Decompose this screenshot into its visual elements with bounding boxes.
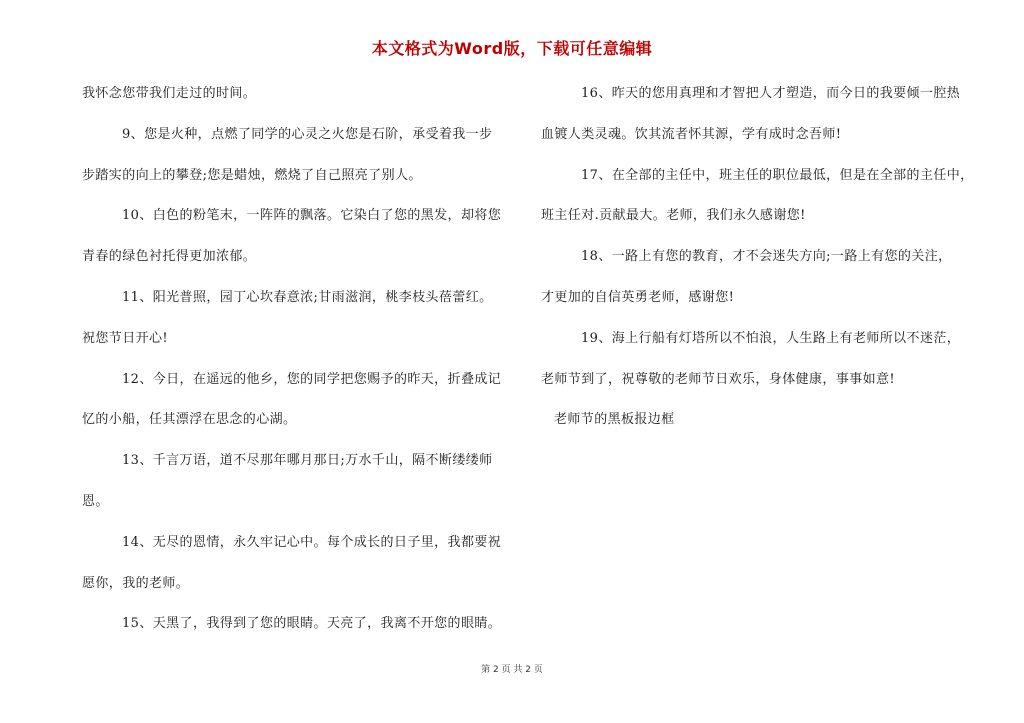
text-line: 才更加的自信英勇老师，感谢您! (541, 289, 735, 305)
text-line: 11、阳光普照，园丁心坎春意浓;甘雨滋润，桃李枝头蓓蕾红。 (122, 289, 493, 305)
text-line: 班主任对.贡献最大。老师，我们永久感谢您! (541, 208, 806, 224)
text-line: 祝您节日开心! (82, 330, 169, 346)
text-line: 青春的绿色衬托得更加浓郁。 (82, 249, 257, 265)
text-line: 19、海上行船有灯塔所以不怕浪，人生路上有老师所以不迷茫， (581, 330, 961, 346)
text-line: 步踏实的向上的攀登;您是蜡烛，燃烧了自己照亮了别人。 (82, 167, 422, 183)
text-line: 老师节到了，祝尊敬的老师节日欢乐，身体健康，事事如意! (541, 371, 896, 387)
left-column (82, 80, 514, 651)
text-line: 忆的小船，任其漂浮在思念的心湖。 (82, 412, 297, 428)
text-line: 16、昨天的您用真理和才智把人才塑造，而今日的我要倾一腔热 (581, 86, 961, 101)
page-number: 第 2 页 共 2 页 (481, 665, 543, 675)
text-line: 18、一路上有您的教育，才不会迷失方向;一路上有您的关注， (581, 249, 952, 265)
text-line: 15、天黑了，我得到了您的眼睛。天亮了，我离不开您的眼睛。 (122, 616, 502, 632)
text-line: 愿你，我的老师。 (82, 575, 190, 591)
text-line: 恩。 (82, 493, 109, 509)
text-line: 14、无尽的恩情，永久牢记心中。每个成长的日子里，我都要祝 (122, 534, 502, 550)
text-line: 13、千言万语，道不尽那年哪月那日;万水千山，隔不断缕缕师 (122, 453, 493, 469)
text-line: 17、在全部的主任中，班主任的职位最低，但是在全部的主任中， (581, 167, 974, 183)
section-caption: 老师节的黑板报边框 (554, 412, 675, 428)
document-header-title: 本文格式为Word版，下载可任意编辑 (371, 39, 653, 58)
text-line: 12、今日，在遥远的他乡，您的同学把您赐予的昨天，折叠成记 (122, 371, 502, 387)
right-column (541, 80, 974, 447)
text-line: 血镀人类灵魂。饮其流者怀其源，学有成时念吾师! (541, 126, 842, 142)
text-line: 我怀念您带我们走过的时间。 (82, 86, 257, 101)
text-line: 9、您是火种，点燃了同学的心灵之火您是石阶，承受着我一步 (122, 126, 493, 142)
text-line: 10、白色的粉笔末，一阵阵的飘落。它染白了您的黑发，却将您 (122, 208, 502, 224)
